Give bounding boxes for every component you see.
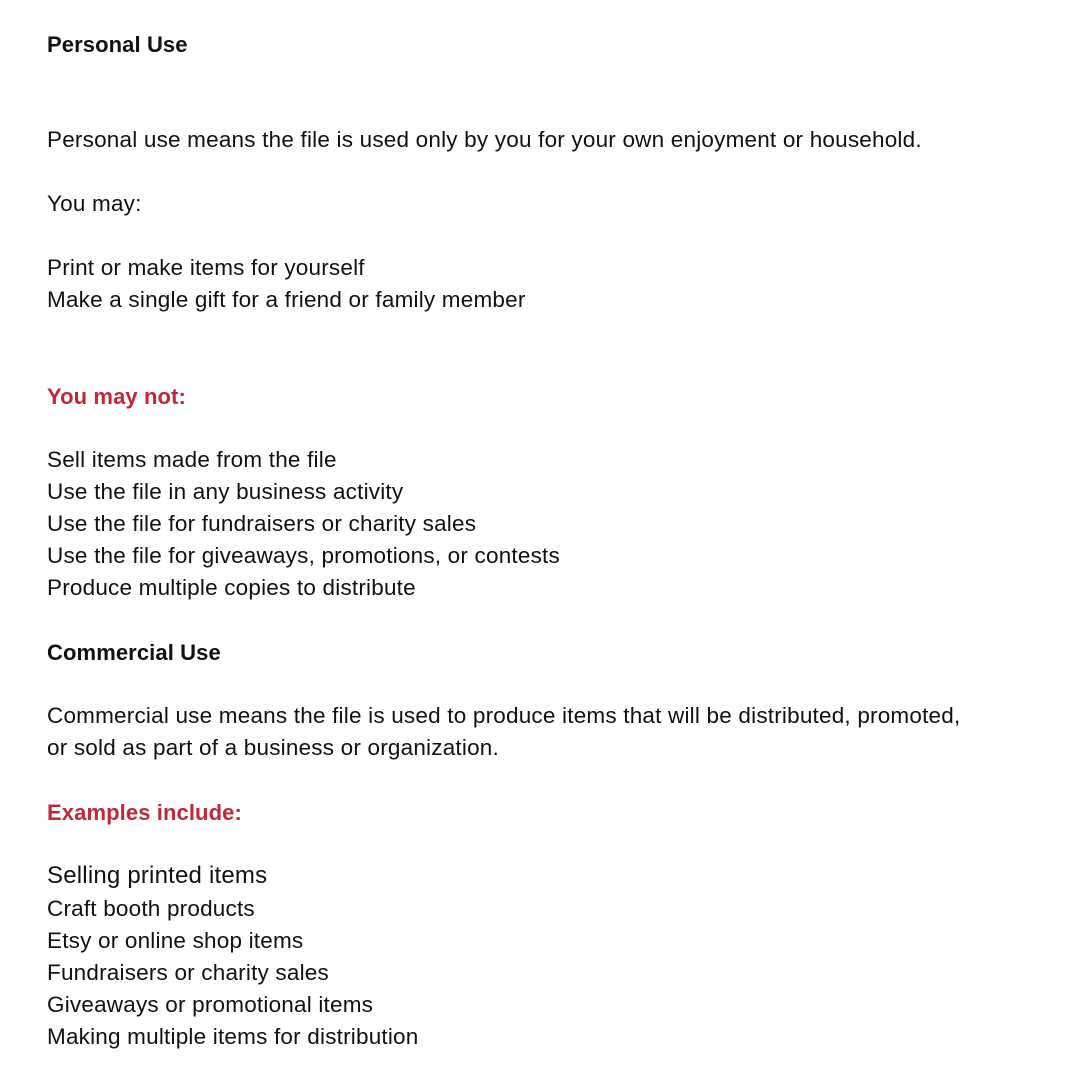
list-item: Make a single gift for a friend or family member [47,287,526,312]
list-item: Craft booth products [47,896,255,921]
list-item: Etsy or online shop items [47,928,304,953]
personal-use-description: Personal use means the file is used only by you for your own enjoyment or household. [47,127,922,152]
you-may-list [47,252,526,316]
commercial-use-description-line-1: Commercial use means the file is used to produce items that will be distributed, promoted, [47,703,961,728]
list-item: Use the file for fundraisers or charity sales [47,511,477,536]
list-item: Fundraisers or charity sales [47,960,329,985]
list-item: Making multiple items for distribution [47,1024,419,1049]
list-item: Giveaways or promotional items [47,992,374,1017]
personal-use-heading: Personal Use [47,32,188,57]
commercial-use-description-line-2: or sold as part of a business or organization. [47,735,499,760]
list-item: Print or make items for yourself [47,255,365,280]
you-may-not-heading: You may not: [47,384,186,409]
list-item: Selling printed items [47,862,268,889]
list-item: Sell items made from the file [47,447,337,472]
you-may-not-list [47,444,560,604]
examples-include-heading: Examples include: [47,800,242,825]
you-may-label: You may: [47,191,142,216]
list-item: Use the file for giveaways, promotions, or contests [47,543,560,568]
examples-list [47,859,419,1053]
list-item: Produce multiple copies to distribute [47,575,416,600]
commercial-use-heading: Commercial Use [47,640,221,665]
list-item: Use the file in any business activity [47,479,404,504]
